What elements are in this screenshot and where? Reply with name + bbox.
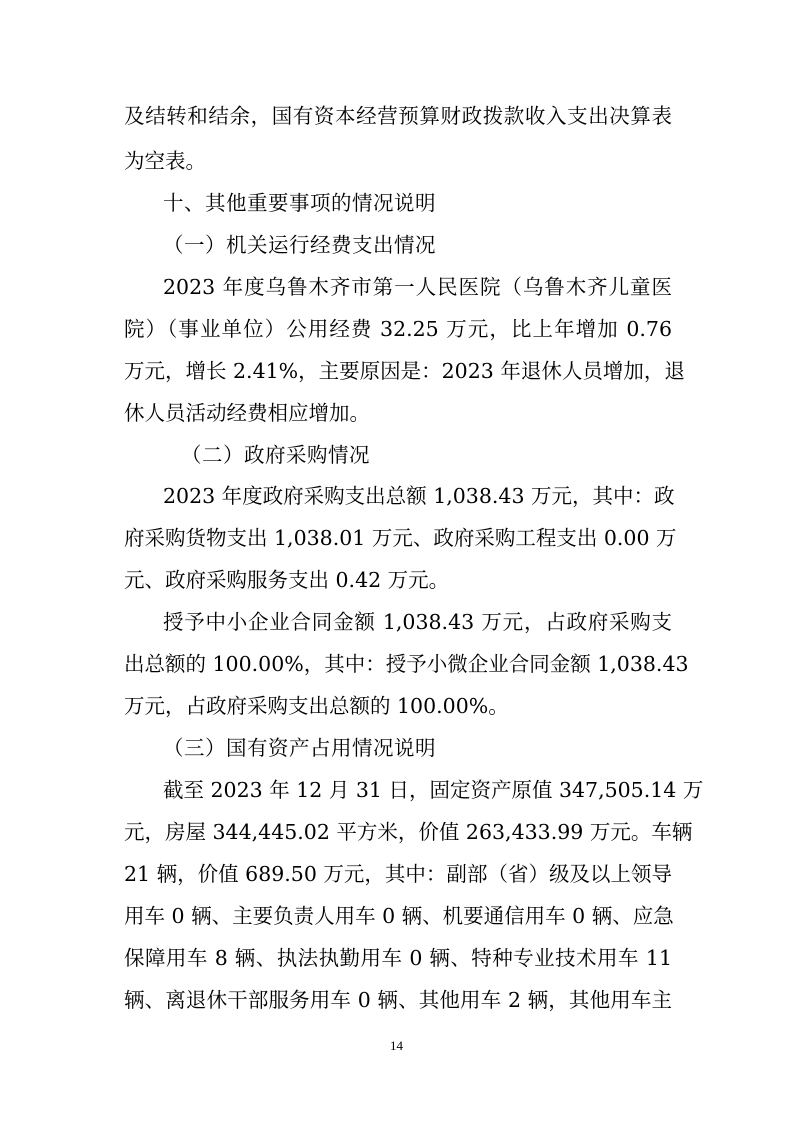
body-text-line: 院）（事业单位）公用经费 32.25 万元，比上年增加 0.76 bbox=[124, 317, 672, 341]
subsection-heading: （二）政府采购情况 bbox=[181, 443, 370, 467]
body-text-line: 休人员活动经费相应增加。 bbox=[124, 401, 370, 425]
page-number: 14 bbox=[390, 1038, 403, 1053]
body-text-line: 2023 年度政府采购支出总额 1,038.43 万元，其中：政 bbox=[163, 484, 675, 508]
body-text-line: 出总额的 100.00%，其中：授予小微企业合同金额 1,038.43 bbox=[124, 652, 689, 676]
body-text-line: 府采购货物支出 1,038.01 万元、政府采购工程支出 0.00 万 bbox=[124, 526, 677, 550]
subsection-heading: （一）机关运行经费支出情况 bbox=[163, 233, 436, 257]
body-text-line: 为空表。 bbox=[124, 149, 206, 173]
body-text-line: 用车 0 辆、主要负责人用车 0 辆、机要通信用车 0 辆、应急 bbox=[124, 904, 674, 928]
body-text-line: 保障用车 8 辆、执法执勤用车 0 辆、特种专业技术用车 11 bbox=[124, 946, 672, 970]
body-text-line: 辆、离退休干部服务用车 0 辆、其他用车 2 辆，其他用车主 bbox=[124, 988, 672, 1012]
body-text-line: 授予中小企业合同金额 1,038.43 万元，占政府采购支 bbox=[163, 610, 672, 634]
body-text-line: 21 辆，价值 689.50 万元，其中：副部（省）级及以上领导 bbox=[124, 862, 672, 886]
body-text-line: 2023 年度乌鲁木齐市第一人民医院（乌鲁木齐儿童医 bbox=[163, 275, 672, 299]
body-text-line: 元，房屋 344,445.02 平方米，价值 263,433.99 万元。车辆 bbox=[124, 820, 693, 844]
body-text-line: 及结转和结余，国有资本经营预算财政拨款收入支出决算表 bbox=[124, 104, 672, 128]
body-text-line: 元、政府采购服务支出 0.42 万元。 bbox=[124, 568, 450, 592]
subsection-heading: （三）国有资产占用情况说明 bbox=[163, 736, 436, 760]
section-heading: 十、其他重要事项的情况说明 bbox=[163, 191, 436, 215]
body-text-line: 万元，增长 2.41%，主要原因是：2023 年退休人员增加，退 bbox=[124, 359, 685, 383]
body-text-line: 截至 2023 年 12 月 31 日，固定资产原值 347,505.14 万 bbox=[163, 778, 704, 802]
body-text-line: 万元，占政府采购支出总额的 100.00%。 bbox=[124, 694, 509, 718]
